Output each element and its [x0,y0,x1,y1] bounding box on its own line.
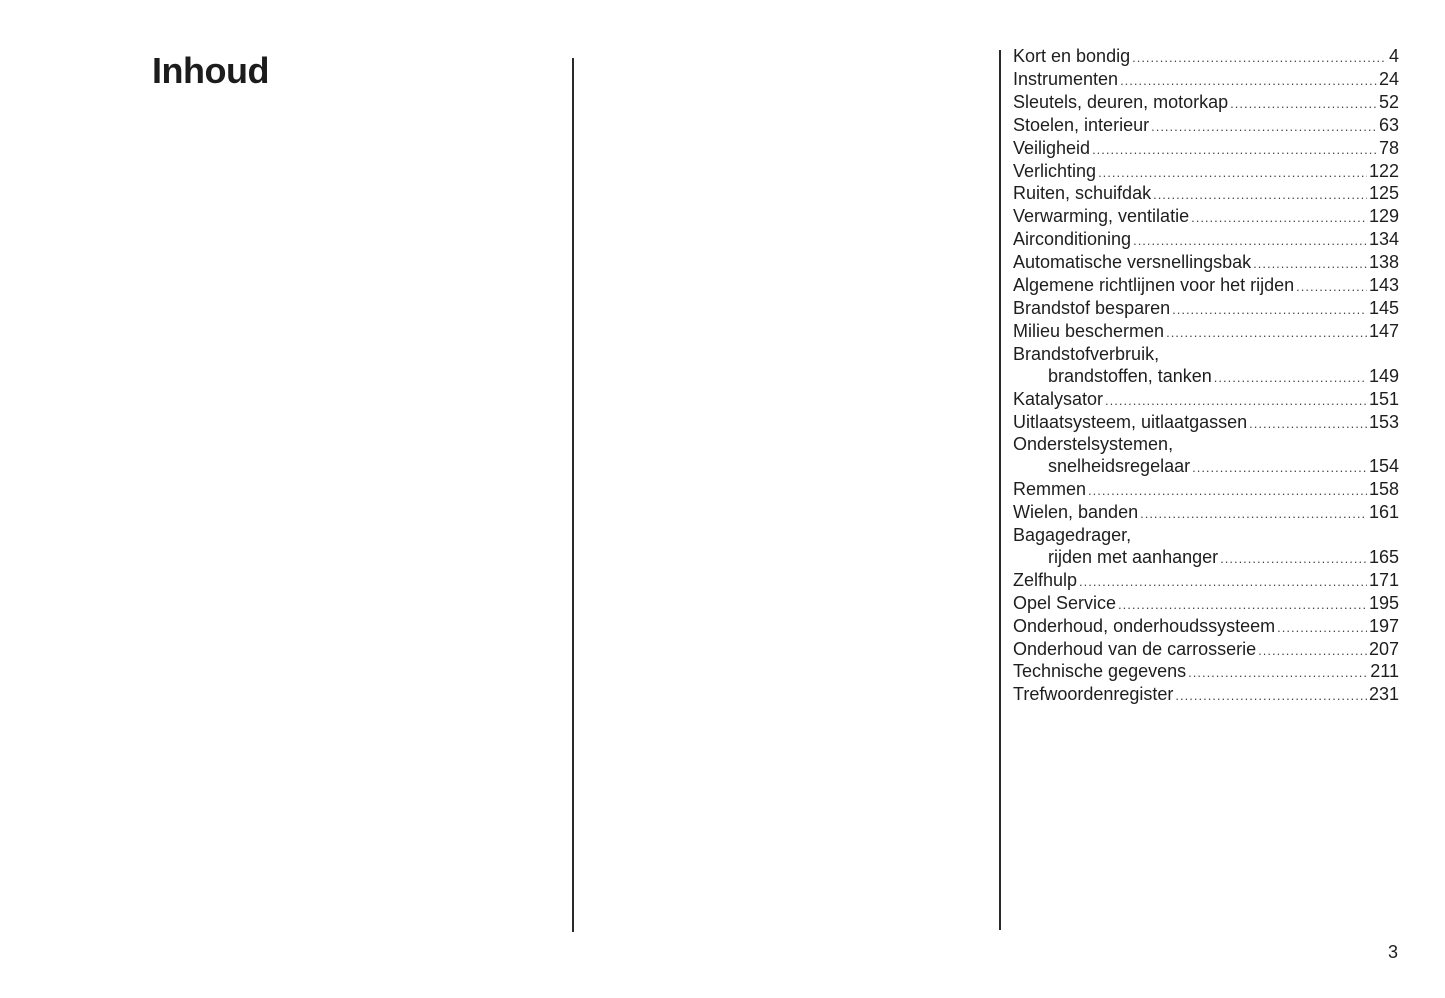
toc-entry-page: 154 [1368,456,1399,477]
toc-entry [1013,639,1399,662]
page-number: 3 [1388,942,1399,962]
toc-leader-dots [1191,207,1367,229]
toc-leader-dots [1079,571,1367,593]
table-of-contents [1013,46,1399,707]
toc-entry-page: 211 [1370,661,1399,682]
toc-leader-dots [1151,116,1377,138]
toc-leader-dots [1192,457,1367,479]
toc-entry-title: Sleutels, deuren, motorkap [1013,91,1229,112]
toc-entry-page: 52 [1378,91,1399,112]
toc-leader-dots [1214,367,1367,389]
toc-leader-dots [1220,548,1367,570]
toc-entry-title: Opel Service [1013,592,1117,613]
toc-entry-title: Uitlaatsysteem, uitlaatgassen [1013,411,1248,432]
toc-entry-title: snelheidsregelaar [1048,456,1191,477]
toc-entry-title: Technische gegevens [1013,661,1187,682]
toc-entry-title: Onderhoud van de carrosserie [1013,638,1257,659]
toc-leader-dots [1153,184,1367,206]
toc-entry-page: 78 [1378,137,1399,158]
toc-entry-title: Katalysator [1013,388,1104,409]
toc-leader-dots [1175,685,1367,707]
toc-entry-page: 195 [1368,592,1399,613]
toc-entry [1013,547,1399,570]
toc-leader-dots [1105,390,1367,412]
toc-entry-page: 197 [1368,615,1399,636]
toc-leader-dots [1249,413,1367,435]
toc-entry [1013,366,1399,389]
toc-leader-dots [1277,617,1367,639]
toc-leader-dots [1296,276,1367,298]
column-divider-left [572,58,574,932]
toc-entry-title: Kort en bondig [1013,46,1131,66]
toc-entry-title: Brandstof besparen [1013,297,1171,318]
toc-entry-page: 149 [1368,365,1399,386]
toc-leader-dots [1230,93,1377,115]
toc-entry-title: Remmen [1013,479,1087,500]
toc-entry [1013,570,1399,593]
toc-entry [1013,92,1399,115]
toc-entry-title: brandstoffen, tanken [1048,365,1212,386]
toc-leader-dots [1172,299,1367,321]
toc-entry [1013,252,1399,275]
toc-entry-title: Stoelen, interieur [1013,114,1150,135]
toc-entry-page: 231 [1368,684,1399,705]
toc-leader-dots [1098,162,1367,184]
toc-entry [1013,344,1399,366]
toc-leader-dots [1166,322,1367,344]
toc-entry [1013,298,1399,321]
toc-entry [1013,138,1399,161]
toc-entry [1013,593,1399,616]
toc-entry-title: Automatische versnellingsbak [1013,252,1252,273]
toc-entry-page: 138 [1368,252,1399,273]
toc-entry [1013,502,1399,525]
toc-entry-title: Verlichting [1013,160,1097,181]
toc-leader-dots [1118,594,1367,616]
toc-entry-page: 165 [1368,546,1399,567]
toc-entry-page: 158 [1368,479,1399,500]
toc-entry-title: Airconditioning [1013,229,1132,250]
toc-entry [1013,229,1399,252]
toc-entry [1013,115,1399,138]
column-divider-right [999,50,1001,930]
toc-entry-title: Wielen, banden [1013,502,1139,523]
toc-entry [1013,275,1399,298]
toc-entry-page: 171 [1368,569,1399,590]
toc-entry [1013,616,1399,639]
toc-entry [1013,661,1399,684]
toc-entry-page: 125 [1368,183,1399,204]
toc-entry-title: Verwarming, ventilatie [1013,206,1190,227]
toc-entry [1013,183,1399,206]
toc-entry-page: 207 [1368,638,1399,659]
toc-entry [1013,321,1399,344]
toc-entry-title: Brandstofverbruik, [1013,343,1160,364]
toc-entry [1013,525,1399,547]
toc-entry-page: 145 [1368,297,1399,318]
toc-leader-dots [1088,480,1367,502]
toc-entry-title: Zelfhulp [1013,569,1078,590]
toc-leader-dots [1253,253,1367,275]
toc-entry-page: 143 [1368,275,1399,296]
toc-entry-title: Veiligheid [1013,137,1091,158]
toc-leader-dots [1140,503,1367,525]
toc-entry-page: 161 [1368,502,1399,523]
toc-leader-dots [1258,640,1367,662]
toc-leader-dots [1092,139,1377,161]
toc-entry-title: Algemene richtlijnen voor het rijden [1013,275,1295,296]
toc-entry-page: 153 [1368,411,1399,432]
toc-entry-title: Bagagedrager, [1013,525,1132,546]
toc-entry [1013,389,1399,412]
toc-leader-dots [1133,230,1367,252]
toc-entry-title: Milieu beschermen [1013,320,1165,341]
toc-entry [1013,161,1399,184]
toc-entry [1013,479,1399,502]
toc-leader-dots [1132,47,1387,69]
toc-leader-dots [1188,662,1368,684]
toc-leader-dots [1120,70,1377,92]
toc-entry [1013,434,1399,456]
toc-entry-page: 4 [1388,46,1399,66]
toc-entry-page: 63 [1378,114,1399,135]
toc-entry [1013,684,1399,707]
toc-entry-title: Onderstelsystemen, [1013,434,1174,455]
toc-entry-page: 122 [1368,160,1399,181]
toc-entry-title: Ruiten, schuifdak [1013,183,1152,204]
page-title: Inhoud [152,50,269,91]
toc-entry-title: Onderhoud, onderhoudssysteem [1013,615,1276,636]
toc-entry [1013,69,1399,92]
toc-entry-page: 129 [1368,206,1399,227]
toc-entry [1013,456,1399,479]
toc-entry [1013,412,1399,435]
toc-entry-page: 24 [1378,68,1399,89]
toc-entry-page: 134 [1368,229,1399,250]
toc-entry [1013,46,1399,69]
toc-entry-page: 151 [1368,388,1399,409]
toc-entry [1013,206,1399,229]
toc-entry-title: Instrumenten [1013,68,1119,89]
toc-entry-page: 147 [1368,320,1399,341]
toc-entry-title: rijden met aanhanger [1048,546,1219,567]
toc-entry-title: Trefwoordenregister [1013,684,1174,705]
